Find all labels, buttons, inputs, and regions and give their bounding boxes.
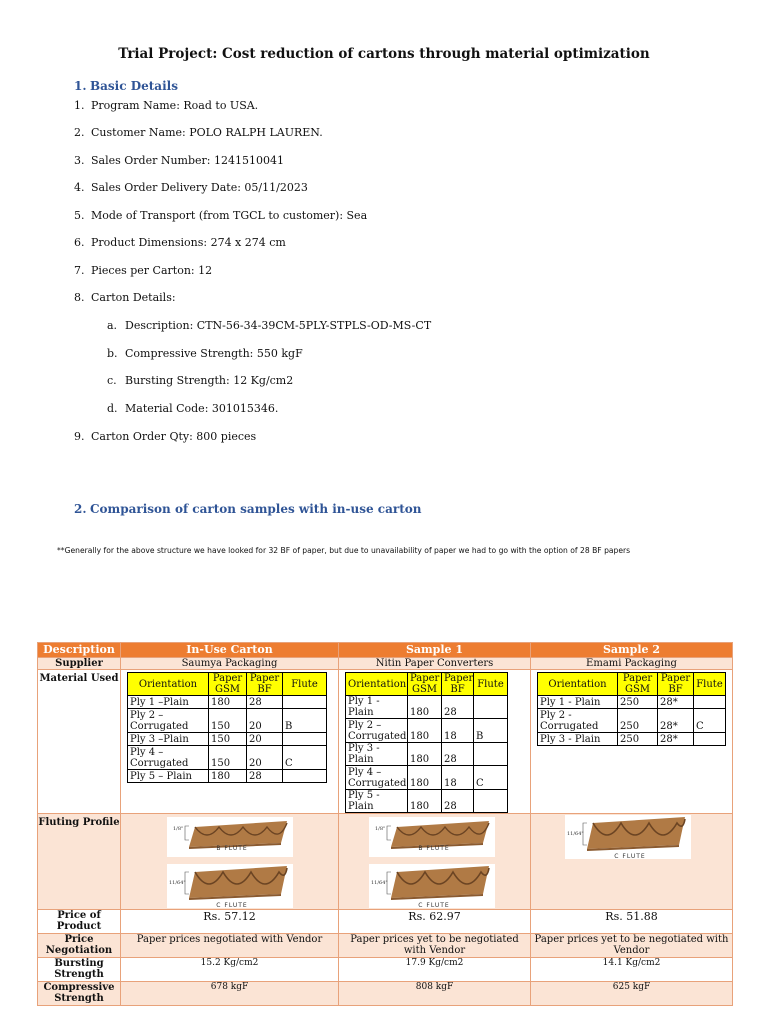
- item-number: 7.: [74, 264, 85, 277]
- ply-row: [128, 770, 327, 783]
- detail-item: [74, 181, 308, 194]
- ply-gsm: 250: [618, 709, 658, 733]
- header-sample-2: Sample 2: [531, 643, 733, 658]
- price-label: Price of Product: [38, 910, 121, 934]
- negotiation-sample-1: Paper prices yet to be negotiated with Vendor: [339, 934, 531, 958]
- bursting-sample-2: 14.1 Kg/cm2: [531, 958, 733, 982]
- b-flute-diagram: [369, 817, 495, 860]
- ply-orientation: Ply 3 - Plain: [346, 743, 408, 766]
- detail-item: [74, 126, 323, 139]
- item-text: Pieces per Carton: 12: [91, 264, 213, 277]
- ply-orientation: Ply 4 – Corrugated: [346, 766, 408, 790]
- compressive-sample-1: 808 kgF: [339, 982, 531, 1006]
- item-text: Carton Order Qty: 800 pieces: [91, 430, 257, 443]
- item-text: Material Code: 301015346.: [125, 402, 279, 415]
- ply-bf: 28*: [658, 733, 694, 746]
- header-description: Description: [38, 643, 121, 658]
- material-in-use: [121, 670, 339, 814]
- section-comparison: [74, 502, 421, 516]
- ply-col-header: Paper GSM: [209, 673, 247, 696]
- item-text: Carton Details:: [91, 291, 176, 304]
- ply-bf: 20: [247, 733, 283, 746]
- ply-flute: [474, 743, 508, 766]
- ply-row: [346, 743, 508, 766]
- ply-col-header: Orientation: [346, 673, 408, 696]
- ply-row: [128, 733, 327, 746]
- ply-row: [538, 709, 726, 733]
- ply-table-header: [128, 673, 327, 696]
- ply-row: [346, 719, 508, 743]
- ply-col-header: Paper BF: [658, 673, 694, 696]
- ply-col-header: Flute: [474, 673, 508, 696]
- item-text: Compressive Strength: 550 kgF: [125, 347, 303, 360]
- ply-col-header: Paper BF: [442, 673, 474, 696]
- ply-table: [537, 672, 726, 746]
- flute-label: B FLUTE: [418, 845, 450, 852]
- ply-bf: 28*: [658, 709, 694, 733]
- item-text: Customer Name: POLO RALPH LAUREN.: [91, 126, 323, 139]
- carton-detail-item: [107, 374, 293, 387]
- bf-availability-note: **Generally for the above structure we have looked for 32 BF of paper, but due to unavailability of paper we had to go with the option of 28 BF papers: [57, 546, 631, 555]
- ply-gsm: 180: [209, 696, 247, 709]
- ply-gsm: 180: [408, 719, 442, 743]
- ply-flute: [474, 696, 508, 719]
- item-number: 6.: [74, 236, 85, 249]
- compressive-label: Compressive Strength: [38, 982, 121, 1006]
- ply-table: [127, 672, 327, 783]
- item-text: Sales Order Number: 1241510041: [91, 154, 284, 167]
- ply-orientation: Ply 3 - Plain: [538, 733, 618, 746]
- flute-label: C FLUTE: [418, 902, 450, 909]
- ply-orientation: Ply 4 – Corrugated: [128, 746, 209, 770]
- carton-detail-item: [107, 402, 278, 415]
- comparison-table: [37, 642, 733, 1006]
- item-text: Program Name: Road to USA.: [91, 99, 259, 112]
- item-number: 5.: [74, 209, 85, 222]
- ply-flute: [694, 733, 726, 746]
- carton-detail-item: [107, 347, 303, 360]
- ply-row: [128, 709, 327, 733]
- ply-flute: C: [694, 709, 726, 733]
- material-sample-1: [339, 670, 531, 814]
- item-number: 1.: [74, 99, 85, 112]
- item-text: Sales Order Delivery Date: 05/11/2023: [91, 181, 308, 194]
- ply-gsm: 180: [209, 770, 247, 783]
- item-number: 9.: [74, 430, 85, 443]
- header-in-use-carton: In-Use Carton: [121, 643, 339, 658]
- compressive-in-use: 678 kgF: [121, 982, 339, 1006]
- detail-item: [74, 99, 258, 112]
- fluting-row: [38, 814, 733, 910]
- c-flute-diagram: [369, 864, 495, 911]
- negotiation-in-use: Paper prices negotiated with Vendor: [121, 934, 339, 958]
- ply-table-header: [538, 673, 726, 696]
- ply-gsm: 150: [209, 746, 247, 770]
- ply-gsm: 180: [408, 743, 442, 766]
- fluting-in-use: [121, 814, 339, 910]
- item-number: 4.: [74, 181, 85, 194]
- ply-table-header: [346, 673, 508, 696]
- fluting-sample-2: [531, 814, 733, 910]
- negotiation-sample-2: Paper prices yet to be negotiated with Vendor: [531, 934, 733, 958]
- detail-item: [74, 291, 176, 304]
- ply-flute: C: [474, 766, 508, 790]
- supplier-label: Supplier: [38, 658, 121, 670]
- ply-bf: 18: [442, 719, 474, 743]
- ply-table: [345, 672, 508, 813]
- section-number: 2.: [74, 502, 87, 516]
- ply-orientation: Ply 5 - Plain: [346, 790, 408, 813]
- c-flute-diagram: [167, 864, 293, 911]
- ply-col-header: Flute: [283, 673, 327, 696]
- item-letter: c.: [107, 374, 117, 387]
- ply-flute: [694, 696, 726, 709]
- ply-gsm: 180: [408, 696, 442, 719]
- supplier-sample-1: Nitin Paper Converters: [339, 658, 531, 670]
- material-sample-2: [531, 670, 733, 814]
- ply-orientation: Ply 1 - Plain: [538, 696, 618, 709]
- ply-bf: 28: [442, 790, 474, 813]
- ply-gsm: 150: [209, 733, 247, 746]
- price-row: [38, 910, 733, 934]
- ply-row: [346, 766, 508, 790]
- ply-bf: 28*: [658, 696, 694, 709]
- supplier-row: [38, 658, 733, 670]
- item-number: 8.: [74, 291, 85, 304]
- ply-flute: B: [283, 709, 327, 733]
- section-number: 1.: [74, 79, 87, 93]
- bursting-label: Bursting Strength: [38, 958, 121, 982]
- document-title: Trial Project: Cost reduction of cartons through material optimization: [118, 46, 650, 62]
- item-text: Product Dimensions: 274 x 274 cm: [91, 236, 286, 249]
- material-label: Material Used: [38, 670, 121, 814]
- ply-row: [538, 696, 726, 709]
- ply-col-header: Paper GSM: [408, 673, 442, 696]
- price-sample-1: Rs. 62.97: [339, 910, 531, 934]
- detail-item: [74, 264, 212, 277]
- ply-orientation: Ply 2 – Corrugated: [128, 709, 209, 733]
- compressive-sample-2: 625 kgF: [531, 982, 733, 1006]
- supplier-sample-2: Emami Packaging: [531, 658, 733, 670]
- ply-bf: 28: [247, 770, 283, 783]
- ply-bf: 20: [247, 746, 283, 770]
- ply-orientation: Ply 2 – Corrugated: [346, 719, 408, 743]
- ply-col-header: Orientation: [128, 673, 209, 696]
- ply-flute: C: [283, 746, 327, 770]
- ply-gsm: 250: [618, 696, 658, 709]
- supplier-in-use: Saumya Packaging: [121, 658, 339, 670]
- ply-bf: 20: [247, 709, 283, 733]
- ply-bf: 28: [247, 696, 283, 709]
- ply-flute: [474, 790, 508, 813]
- ply-gsm: 180: [408, 766, 442, 790]
- item-letter: a.: [107, 319, 118, 332]
- ply-col-header: Orientation: [538, 673, 618, 696]
- fluting-label: Fluting Profile: [38, 814, 121, 910]
- ply-flute: B: [474, 719, 508, 743]
- c-flute-diagram: [565, 815, 691, 862]
- bursting-in-use: 15.2 Kg/cm2: [121, 958, 339, 982]
- item-number: 2.: [74, 126, 85, 139]
- ply-col-header: Paper BF: [247, 673, 283, 696]
- table-header-row: [38, 643, 733, 658]
- item-text: Bursting Strength: 12 Kg/cm2: [125, 374, 294, 387]
- bursting-row: [38, 958, 733, 982]
- b-flute-diagram: [167, 817, 293, 860]
- item-text: Description: CTN-56-34-39CM-5PLY-STPLS-OD-MS-CT: [125, 319, 432, 332]
- flute-dimension: 1/8": [173, 826, 184, 832]
- ply-flute: [283, 770, 327, 783]
- section-title: Comparison of carton samples with in-use carton: [90, 502, 422, 516]
- ply-row: [128, 746, 327, 770]
- item-text: Mode of Transport (from TGCL to customer): Sea: [91, 209, 368, 222]
- flute-label: C FLUTE: [216, 902, 248, 909]
- ply-flute: [283, 696, 327, 709]
- ply-orientation: Ply 2 - Corrugated: [538, 709, 618, 733]
- item-number: 3.: [74, 154, 85, 167]
- flute-dimension: 11/64": [169, 880, 186, 886]
- section-basic-details: [74, 79, 178, 93]
- ply-gsm: 150: [209, 709, 247, 733]
- price-sample-2: Rs. 51.88: [531, 910, 733, 934]
- ply-col-header: Flute: [694, 673, 726, 696]
- ply-gsm: 250: [618, 733, 658, 746]
- carton-detail-item: [107, 319, 431, 332]
- bursting-sample-1: 17.9 Kg/cm2: [339, 958, 531, 982]
- fluting-sample-1: [339, 814, 531, 910]
- ply-col-header: Paper GSM: [618, 673, 658, 696]
- detail-item: [74, 154, 284, 167]
- ply-flute: [283, 733, 327, 746]
- flute-label: C FLUTE: [614, 853, 646, 860]
- section-title: Basic Details: [90, 79, 178, 93]
- price-in-use: Rs. 57.12: [121, 910, 339, 934]
- ply-bf: 18: [442, 766, 474, 790]
- flute-dimension: 1/8": [375, 826, 386, 832]
- item-letter: b.: [107, 347, 118, 360]
- ply-bf: 28: [442, 743, 474, 766]
- detail-item: [74, 209, 367, 222]
- ply-row: [346, 696, 508, 719]
- flute-dimension: 11/64": [567, 831, 584, 837]
- compressive-row: [38, 982, 733, 1006]
- negotiation-label: Price Negotiation: [38, 934, 121, 958]
- ply-orientation: Ply 5 – Plain: [128, 770, 209, 783]
- ply-row: [128, 696, 327, 709]
- negotiation-row: [38, 934, 733, 958]
- item-letter: d.: [107, 402, 118, 415]
- ply-orientation: Ply 3 –Plain: [128, 733, 209, 746]
- flute-label: B FLUTE: [216, 845, 248, 852]
- ply-bf: 28: [442, 696, 474, 719]
- ply-orientation: Ply 1 - Plain: [346, 696, 408, 719]
- ply-row: [346, 790, 508, 813]
- ply-row: [538, 733, 726, 746]
- material-row: [38, 670, 733, 814]
- ply-orientation: Ply 1 –Plain: [128, 696, 209, 709]
- detail-item: [74, 430, 256, 443]
- ply-gsm: 180: [408, 790, 442, 813]
- detail-item: [74, 236, 286, 249]
- header-sample-1: Sample 1: [339, 643, 531, 658]
- flute-dimension: 11/64": [371, 880, 388, 886]
